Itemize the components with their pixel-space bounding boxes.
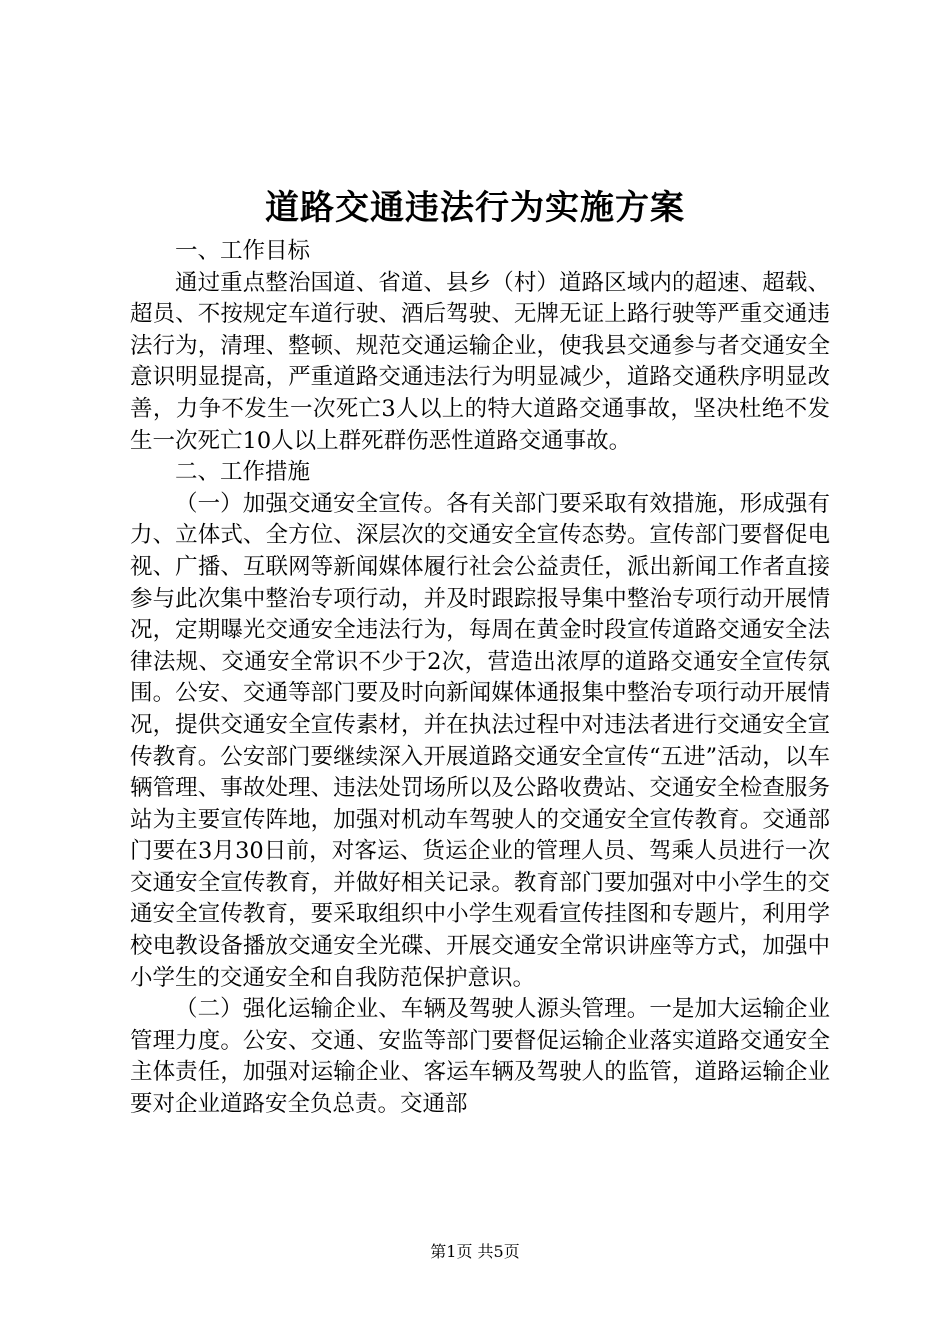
document-title: 道路交通违法行为实施方案 xyxy=(265,188,685,228)
page-footer: 第1页 共5页 xyxy=(430,1242,520,1261)
document-body xyxy=(130,236,830,1121)
section-heading-measures: 二、工作措施 xyxy=(175,459,311,486)
section-heading-goals: 一、工作目标 xyxy=(175,238,311,264)
paragraph-measure-2: （二）强化运输企业、车辆及驾驶人源头管理。一是加大运输企业管理力度。公安、交通、安监等部门要督促运输企业落实道路交通安全主体责任，加强对运输企业、客运车辆及驾驶人的监管，道路运输企业要对企业道路安全负总责。交通部 xyxy=(130,996,830,1118)
paragraph-goals: 通过重点整治国道、省道、县乡（村）道路区域内的超速、超载、超员、不按规定车道行驶、酒后驾驶、无牌无证上路行驶等严重交通违法行为，清理、整顿、规范交通运输企业，使我县交通参与者交通安全意识明显提高，严重道路交通违法行为明显减少，道路交通秩序明显改善，力争不发生一次死亡3人以上的特大道路交通事故，坚决杜绝不发生一次死亡10人以上群死群伤恶性道路交通事故。 xyxy=(130,269,830,454)
paragraph-measure-1: （一）加强交通安全宣传。各有关部门要采取有效措施，形成强有力、立体式、全方位、深层次的交通安全宣传态势。宣传部门要督促电视、广播、互联网等新闻媒体履行社会公益责任，派出新闻工作者直接参与此次集中整治专项行动，并及时跟踪报导集中整治专项行动开展情况，定期曝光交通安全违法行为，每周在黄金时段宣传道路交通安全法律法规、交通安全常识不少于2次，营造出浓厚的道路交通安全宣传氛围。公安、交通等部门要及时向新闻媒体通报集中整治专项行动开展情况，提供交通安全宣传素材，并在执法过程中对违法者进行交通安全宣传教育。公安部门要继续深入开展道路交通安全宣传“五进”活动，以车辆管理、事故处理、违法处罚场所以及公路收费站、交通安全检查服务站为主要宣传阵地，加强对机动车驾驶人的交通安全宣传教育。交通部门要在3月30日前，对客运、货运企业的管理人员、驾乘人员进行一次交通安全宣传教育，并做好相关记录。教育部门要加强对中小学生的交通安全宣传教育，要采取组织中小学生观看宣传挂图和专题片，利用学校电教设备播放交通安全光碟、开展交通安全常识讲座等方式，加强中小学生的交通安全和自我防范保护意识。 xyxy=(130,490,830,991)
